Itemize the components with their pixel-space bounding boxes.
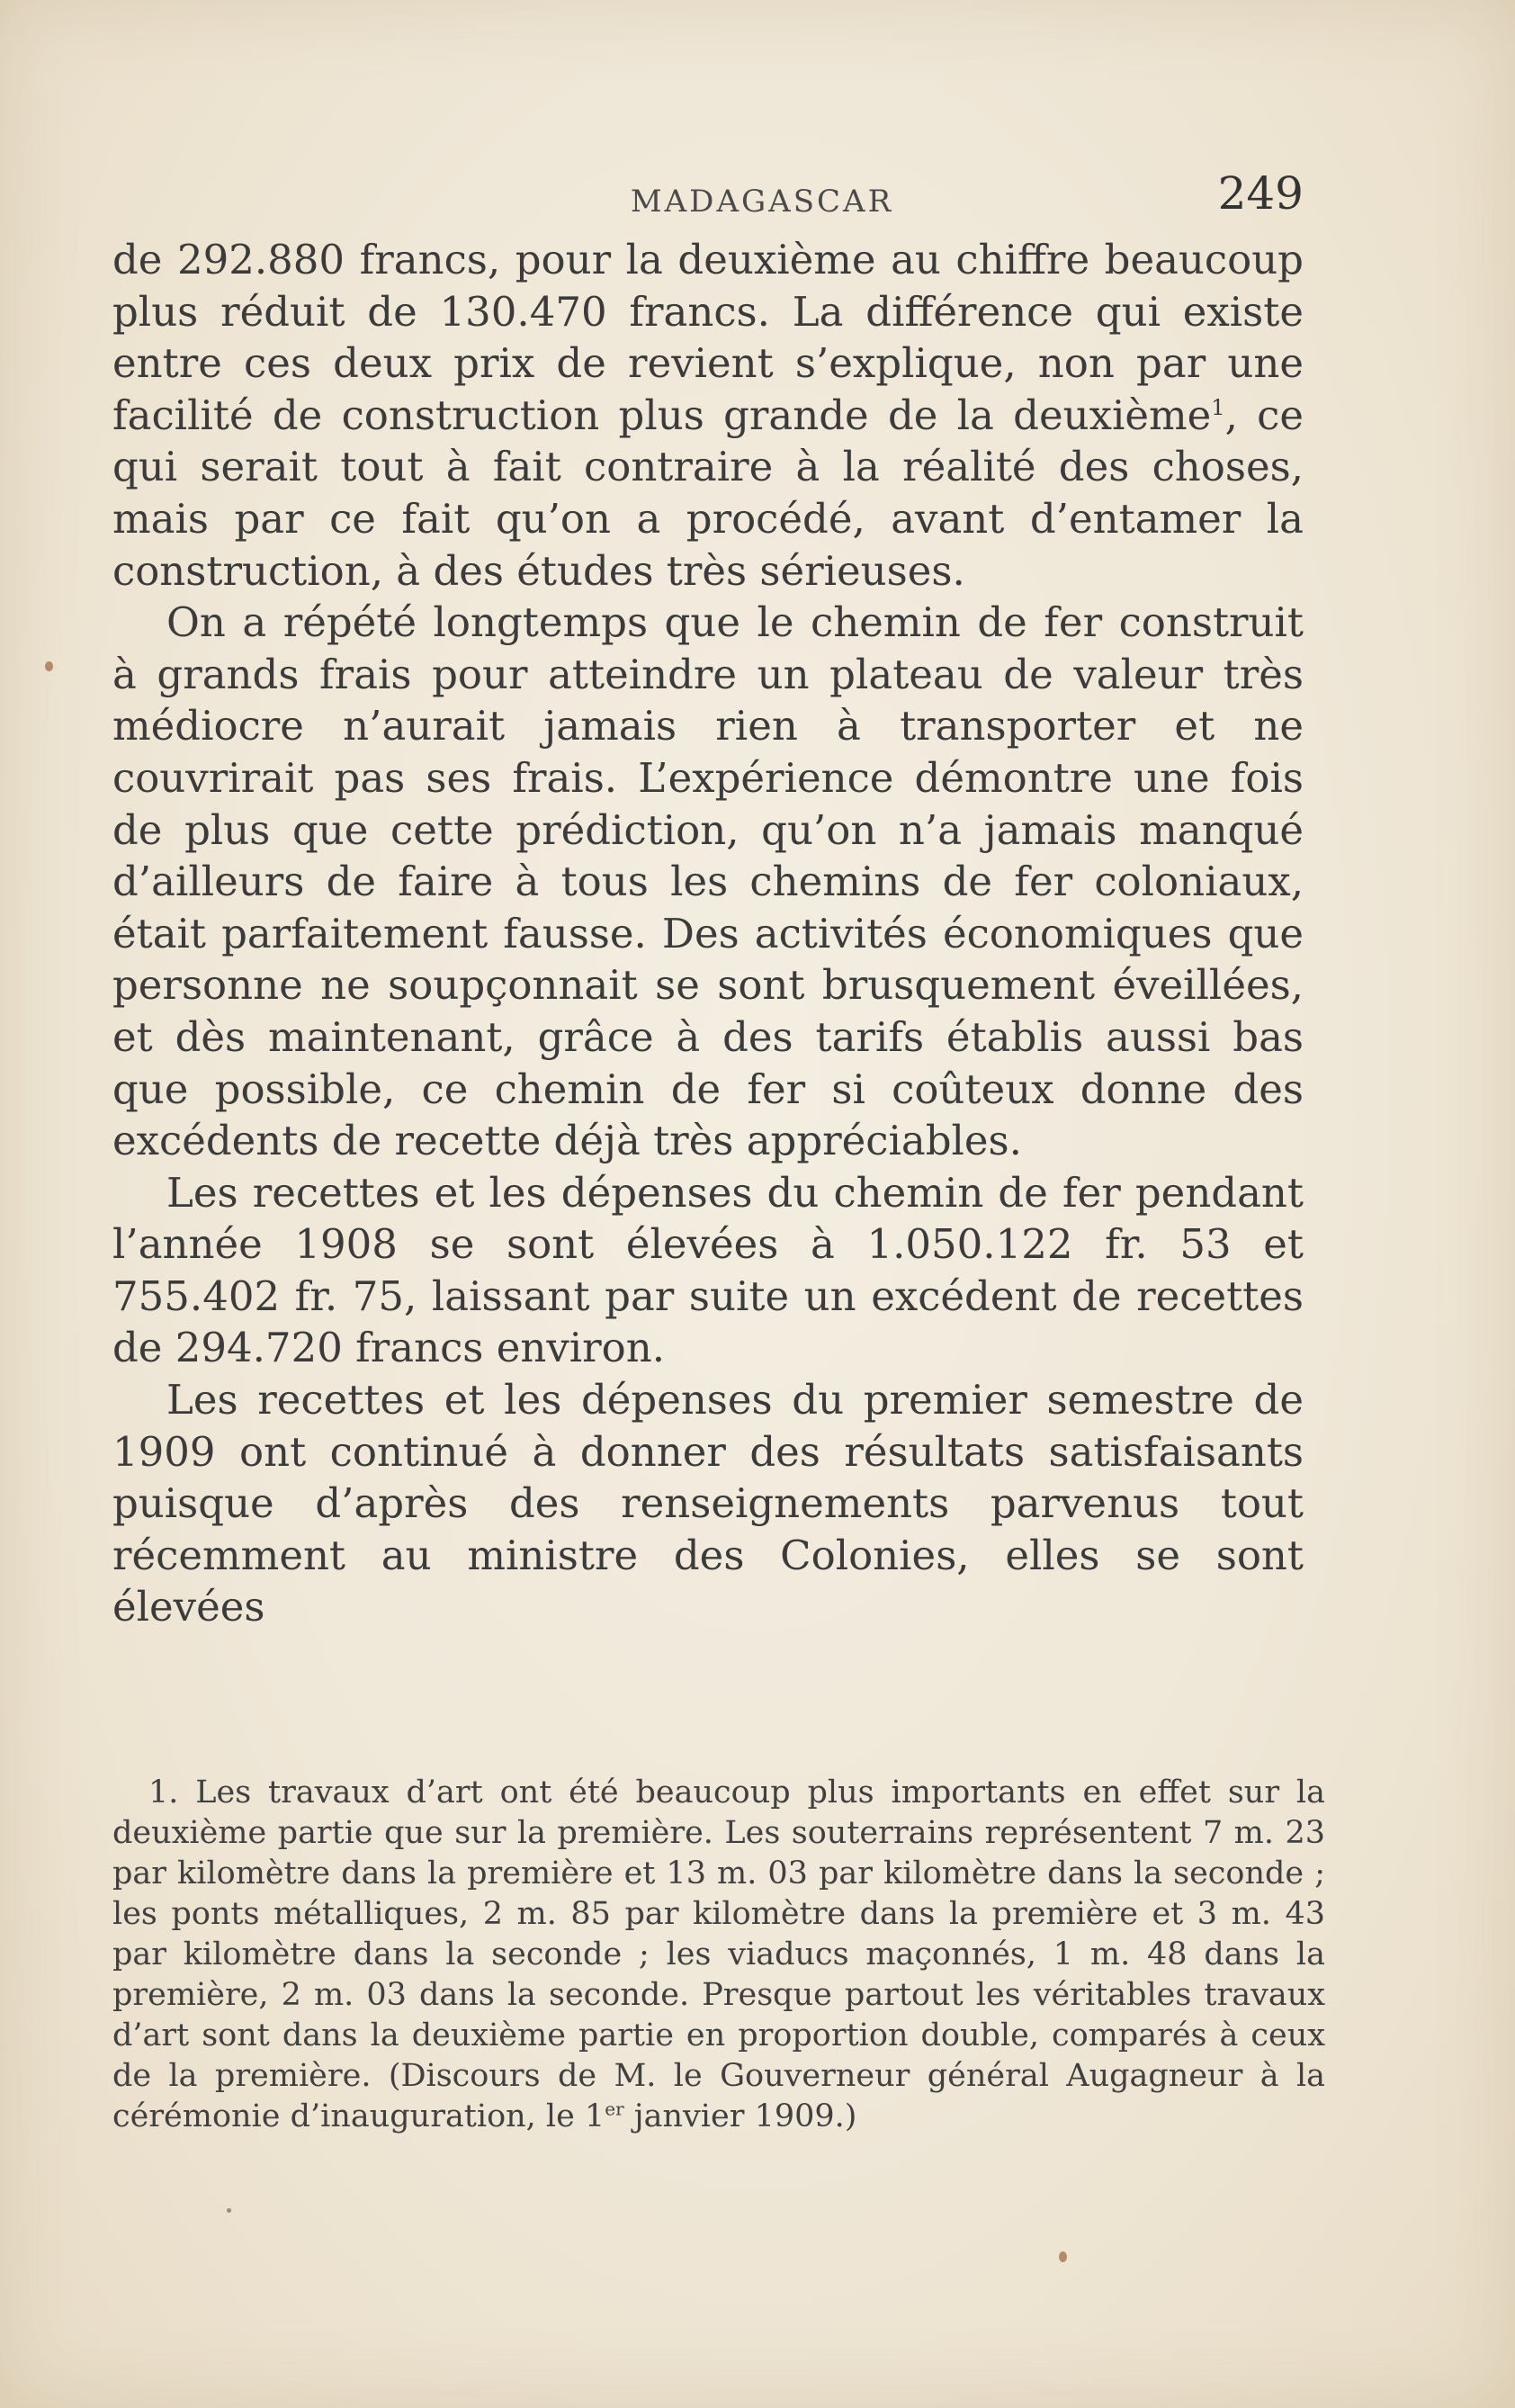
footnote-text: 1. Les travaux d’art ont été beaucoup plus importants en effet sur la deuxième partie que sur la première. Les souterrains représentent 7 m. 23 par kilomètre dans la première et 13 m. 03 par kilomètre dans la seconde ; les ponts métalliques, 2 m. 85 par kilomètre dans la première et 3 m. 43 par kilomètre dans la seconde ; les viaducs maçonnés, 1 m. 48 dans la première, 2 m. 03 dans la seconde. Presque partout les véritables travaux d’art sont dans la deuxième partie en proportion double, comparés à ceux de la première. (Discours de M. le Gouverneur général Augagneur à la cérémonie d’inauguration, le 1	[112, 1775, 1325, 2134]
running-head	[112, 167, 1304, 230]
running-title: MADAGASCAR	[630, 184, 894, 220]
paragraph-text: , ce qui serait tout à fait contraire à la réalité des choses, mais par ce fait qu’on a procédé, avant d’entamer la construction, à des études très sérieuses.	[112, 391, 1304, 595]
paragraph: On a répété longtemps que le chemin de fer construit à grands frais pour atteindre un plateau de valeur très médiocre n’aurait jamais rien à transporter et ne couvrirait pas ses frais. L’expérience démontre une fois de plus que cette prédiction, qu’on n’a jamais manqué d’ailleurs de faire à tous les chemins de fer coloniaux, était parfaitement fausse. Des activités économiques que personne ne soupçonnait se sont brusquement éveillées, et dès maintenant, grâce à des tarifs établis aussi bas que possible, ce chemin de fer si coûteux donne des excédents de recette déjà très appréciables.	[112, 598, 1304, 1165]
paragraph-continuation	[112, 234, 1304, 597]
body-text	[112, 234, 1304, 1633]
footnote	[112, 1773, 1325, 2137]
foxing-spot	[45, 661, 53, 671]
foxing-spot	[1059, 2251, 1067, 2262]
paragraph-text: de 292.880 francs, pour la deuxième au chiffre beaucoup plus réduit de 130.470 francs. La différence qui existe entre ces deux prix de revient s’explique, non par une facilité de construction plus grande de la deuxième	[112, 236, 1304, 439]
paragraph: Les recettes et les dépenses du chemin de fer pendant l’année 1908 se sont élevées à 1.050.122 fr. 53 et 755.402 fr. 75, laissant par suite un excédent de recettes de 294.720 francs environ.	[112, 1168, 1304, 1372]
page-number: 249	[1217, 167, 1304, 220]
footnote-text: janvier 1909.)	[623, 2098, 857, 2134]
foxing-spot	[227, 2208, 231, 2213]
paragraph: Les recettes et les dépenses du premier semestre de 1909 ont continué à donner des résultats satisfaisants puisque d’après des renseignements parvenus tout récemment au ministre des Colonies, elles se sont élevées	[112, 1376, 1304, 1631]
footnote-reference: 1	[1211, 394, 1225, 420]
footnote-superscript: er	[605, 2098, 624, 2120]
footnotes	[112, 1773, 1325, 2137]
